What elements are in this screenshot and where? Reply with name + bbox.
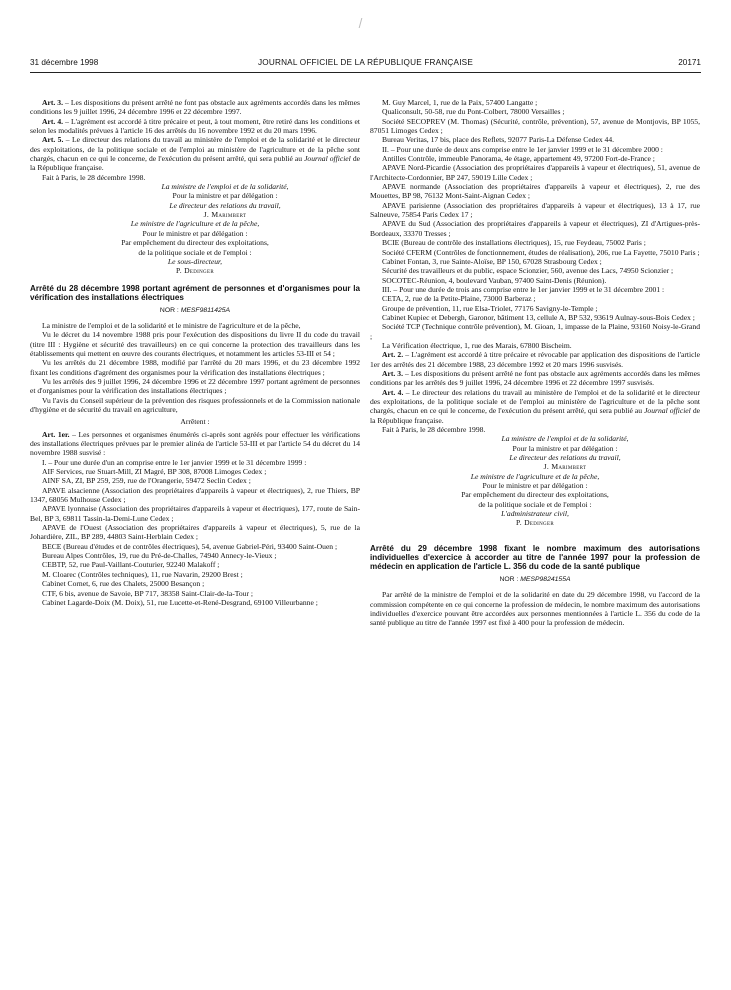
list-item: Cabinet Lagarde-Doix (M. Doix), 51, rue Lucette-et-René-Desgrand, 69100 Villeurbanne ;: [42, 597, 318, 607]
list-item: SOCOTEC-Réunion, 4, boulevard Vauban, 97400 Saint-Denis (Réunion).: [382, 275, 607, 285]
list-item: BCIE (Bureau de contrôle des installations électriques), 15, rue Feydeau, 75002 Paris ;: [382, 238, 646, 248]
list-item: Cabinet Fontan, 3, rue Sainte-Aloïse, BP 150, 67028 Strasbourg Cedex ;: [382, 256, 602, 266]
header-title: JOURNAL OFFICIEL DE LA RÉPUBLIQUE FRANÇAISE: [257, 58, 473, 67]
list-item: APAVE alsacienne (Association des propriétaires d'appareils à vapeur et électriques), 2, rue Thiers, BP 1347, 68056 Mulhouse Cedex ;: [30, 485, 360, 505]
list-item: Sécurité des travailleurs et du public, espace Scionzier, 560, avenue des Lacs, 74950 Scionzier ;: [382, 266, 674, 276]
list-item: CEBTP, 52, rue Paul-Vaillant-Couturier, 92240 Malakoff ;: [42, 560, 220, 570]
signature-line: Le directeur des relations du travail,: [169, 200, 281, 210]
list-item: APAVE normande (Association des propriétaires d'appareils à vapeur et électriques), 2, rue des Mouettes, BP 98, 76132 Mont-Saint-Aignan Cedex ;: [370, 182, 700, 201]
list-item: M. Guy Marcel, 1, rue de la Paix, 57400 Langatte ;: [382, 98, 538, 107]
signature-line: Le ministre de l'agriculture et de la pêche,: [130, 219, 260, 229]
period-1: I. – Pour une durée d'un an comprise entre le 1er janvier 1999 et le 31 décembre 1999 :: [42, 457, 307, 467]
list-item: CTF, 6 bis, avenue de Savoie, BP 717, 38358 Saint-Clair-de-la-Tour ;: [42, 588, 254, 598]
header-date: 31 décembre 1998: [30, 58, 99, 67]
list-item: La Vérification électrique, 1, rue des Marais, 67800 Bischeim.: [382, 340, 572, 350]
list-item: Antilles Contrôle, immeuble Panorama, 4e étage, appartement 49, 97200 Fort-de-France ;: [382, 154, 655, 164]
list-item: Société TCP (Technique contrôle prévention), M. Gioan, 1, impasse de la Plaine, 93160 Noisy-le-Grand ;: [370, 322, 700, 341]
list-item: Bureau Alpes Contrôles, 19, rue du Pré-de-Challes, 74940 Annecy-le-Vieux ;: [42, 551, 277, 561]
vu-paragraph: Vu les arrêtés des 9 juillet 1996, 24 décembre 1996 et 22 décembre 1997 portant agrément de personnes et d'organismes pour la vérification des installations électriques ;: [30, 376, 360, 396]
signatory-name: J. Marimbert: [543, 462, 587, 472]
signature-line: Le ministre de l'agriculture et de la pêche,: [470, 471, 600, 481]
done-at: Fait à Paris, le 28 décembre 1998.: [42, 172, 146, 182]
signature-line: La ministre de l'emploi et de la solidarité,: [161, 182, 289, 192]
signature-line: Pour la ministre et par délégation :: [512, 443, 618, 453]
page-header: [30, 58, 701, 72]
signatory-name: P. Dedinger: [176, 266, 214, 276]
signature-line: Par empêchement du directeur des exploitations,: [121, 238, 269, 248]
header-page-number: 20171: [678, 58, 701, 67]
article-4: Art. 4. – Le directeur des relations du travail au ministère de l'emploi et de la solidarité et le directeur des exploitations, de la politique sociale et de l'emploi au ministère de l'agriculture et de la pêche sont chargés, chacun en ce qui le concerne, de l'exécution du présent arrêté, qui sera publié au Journal officiel de la République française.: [370, 387, 700, 425]
right-column: [370, 98, 700, 628]
vu-paragraph: Vu les arrêtés du 21 décembre 1988, modifié par l'arrêté du 20 mars 1996, et du 23 décembre 1992 fixant les conditions d'agrément des organismes pour la vérification des installations électriques ;: [30, 358, 360, 377]
intro: La ministre de l'emploi et de la solidarité et le ministre de l'agriculture et de la pêche,: [42, 320, 301, 330]
signatory-name: P. Dedinger: [516, 518, 554, 528]
list-item: Qualiconsult, 50-58, rue du Pont-Colbert, 78000 Versailles ;: [382, 107, 565, 117]
signature-line: Pour le ministre et par délégation :: [142, 228, 248, 238]
article-3: Art. 3. – Les dispositions du présent arrêté ne font pas obstacle aux agréments accordés dans les mêmes conditions par les arrêtés des 9 juillet 1996, 24 décembre 1996 et 22 décembre 1997 susvisés.: [370, 368, 700, 388]
list-item: BECE (Bureau d'études et de contrôles électriques), 54, avenue Gabriel-Péri, 93400 Saint-Ouen ;: [42, 541, 338, 551]
nor-reference: NOR : MESF9811425A: [159, 306, 231, 314]
arretent: Arrêtent :: [180, 417, 210, 427]
period-2: II. – Pour une durée de deux ans comprise entre le 1er janvier 1999 et le 31 décembre 2000 :: [382, 144, 663, 154]
signature-line: Pour le ministre et par délégation :: [482, 481, 588, 491]
signature-line: Le sous-directeur,: [167, 256, 223, 266]
list-item: APAVE de l'Ouest (Association des propriétaires d'appareils à vapeur et électriques), 5, rue de la Johardière, ZIL, BP 289, 44803 Saint-Herblain Cedex ;: [30, 523, 360, 542]
list-item: Cabinet Kupiec et Debergh, Garonor, bâtiment 13, cellule A, BP 532, 93619 Aulnay-sous-Bois Cedex ;: [382, 312, 695, 322]
article-5: Art. 5. – Le directeur des relations du travail au ministère de l'emploi et de la solidarité et le directeur des exploitations, de la politique sociale et de l'emploi au ministère de l'agriculture et de la pêche sont chargés, chacun en ce qui le concerne, de l'exécution du présent arrêté, qui sera publié au Journal officiel de la République française.: [30, 135, 360, 173]
list-item: AIF Services, rue Stuart-Mill, ZI Magré, BP 308, 87008 Limoges Cedex ;: [42, 467, 267, 477]
signatory-name: J. Marimbert: [203, 210, 247, 220]
decree-title: Arrêté du 29 décembre 1998 fixant le nombre maximum des autorisations individuelles d'exercice à accorder au titre de l'année 1997 pour la profession de médecin en application de l'article L. 356 du code de la santé publique: [370, 543, 700, 571]
list-item: APAVE Nord-Picardie (Association des propriétaires d'appareils à vapeur et électriques), 51, avenue de l'Architecte-Cordonnier, BP 247, 59019 Lille Cedex ;: [370, 163, 700, 182]
vu-paragraph: Vu l'avis du Conseil supérieur de la prévention des risques professionnels et de la Commission nationale d'hygiène et de sécurité du travail en agriculture,: [30, 395, 360, 414]
list-item: M. Cloarec (Contrôles techniques), 11, rue Navarin, 29200 Brest ;: [42, 569, 243, 579]
period-3: III. – Pour une durée de trois ans comprise entre le 1er janvier 1999 et le 31 décembre 2001 :: [382, 284, 665, 294]
list-item: APAVE parisienne (Association des propriétaires d'appareils à vapeur et électriques), 13 à 17, rue Salneuve, 75854 Paris Cedex 17 ;: [370, 200, 700, 220]
list-item: APAVE lyonnaise (Association des propriétaires d'appareils à vapeur et électriques), 177, route de Sain-Bel, BP 3, 69811 Tassin-la-Demi-Lune Cedex ;: [30, 504, 360, 523]
signature-line: de la politique sociale et de l'emploi :: [478, 499, 592, 509]
article-3: Art. 3. – Les dispositions du présent arrêté ne font pas obstacle aux agréments accordés dans les mêmes conditions les 9 juillet 1996, 24 décembre 1996 et 22 décembre 1997.: [30, 98, 360, 117]
done-at: Fait à Paris, le 28 décembre 1998.: [382, 425, 486, 435]
final-paragraph: Par arrêté de la ministre de l'emploi et de la solidarité en date du 29 décembre 1998, vu l'accord de la commission compétente en ce qui concerne la profession de médecin, le nombre maximum des autorisations individuelles d'exercice pouvant être accordées aux personnes mentionnées à l'article L. 356 du code de la santé publique au titre de l'année 1997 est fixé à 400 pour la profession de médecin.: [370, 590, 700, 628]
signature-line: Le directeur des relations du travail,: [509, 453, 621, 463]
list-item: APAVE du Sud (Association des propriétaires d'appareils à vapeur et électriques), ZI d'Artigues-près-Bordeaux, 33370 Tresses ;: [370, 219, 700, 238]
signature-line: Par empêchement du directeur des exploitations,: [461, 490, 609, 500]
article-4: Art. 4. – L'agrément est accordé à titre précaire et peut, à tout moment, être retiré dans les conditions et selon les modalités prévues à l'article 16 des arrêtés du 16 novembre 1992 et du 20 mars 1996.: [30, 116, 360, 136]
signature-line: La ministre de l'emploi et de la solidarité,: [501, 434, 629, 444]
list-item: AINF SA, ZI, BP 259, 259, rue de l'Orangerie, 59472 Seclin Cedex ;: [42, 476, 251, 486]
list-item: Société SECOPREV (M. Thomas) (Sécurité, contrôle, prévention), 57, avenue de Montjovis, BP 1055, 87051 Limoges Cedex ;: [370, 116, 700, 136]
signature-line: Pour la ministre et par délégation :: [172, 191, 278, 201]
list-item: Société CFERM (Contrôles de fonctionnement, études de réalisation), 206, rue La Fayette, 75010 Paris ;: [382, 247, 700, 257]
list-item: CETA, 2, rue de la Petite-Plaine, 73000 Barberaz ;: [382, 294, 536, 304]
signature-line: de la politique sociale et de l'emploi :: [138, 247, 252, 257]
article-2: Art. 2. – L'agrément est accordé à titre précaire et révocable par application des dispositions de l'article 1er des arrêtés des 21 décembre 1988, 23 décembre 1992 et 20 mars 1996 susvisés.: [370, 350, 700, 369]
decree-title: Arrêté du 28 décembre 1998 portant agrément de personnes et d'organismes pour la vérification des installations électriques: [30, 283, 360, 302]
list-item: Groupe de prévention, 11, rue Elsa-Triolet, 77176 Savigny-le-Temple ;: [382, 303, 598, 313]
left-column: [30, 98, 360, 607]
scan-mark: [359, 18, 371, 28]
list-item: Bureau Veritas, 17 bis, place des Reflets, 92077 Paris-La Défense Cedex 44.: [382, 135, 615, 145]
nor-reference: NOR : MESP9824155A: [499, 575, 571, 583]
vu-paragraph: Vu le décret du 14 novembre 1988 pris pour l'exécution des dispositions du livre II du code du travail (titre III : Hygiène et sécurité des travailleurs) en ce qui concerne la protection des travailleurs dans les établissements qui mettent en œuvre des courants électriques, et notamment les articles 53-III et 54 ;: [30, 330, 360, 358]
signature-line: L'administrateur civil,: [501, 509, 569, 519]
article-1: Art. 1er. – Les personnes et organismes énumérés ci-après sont agréés pour effectuer les vérifications des installations électriques prévues par le premier alinéa de l'article 53-III et par l'article 54 du décret du 14 novembre 1988 susvisé :: [30, 429, 361, 458]
header-rule: [30, 72, 701, 73]
list-item: Cabinet Cornet, 6, rue des Chalets, 25000 Besançon ;: [42, 579, 205, 589]
